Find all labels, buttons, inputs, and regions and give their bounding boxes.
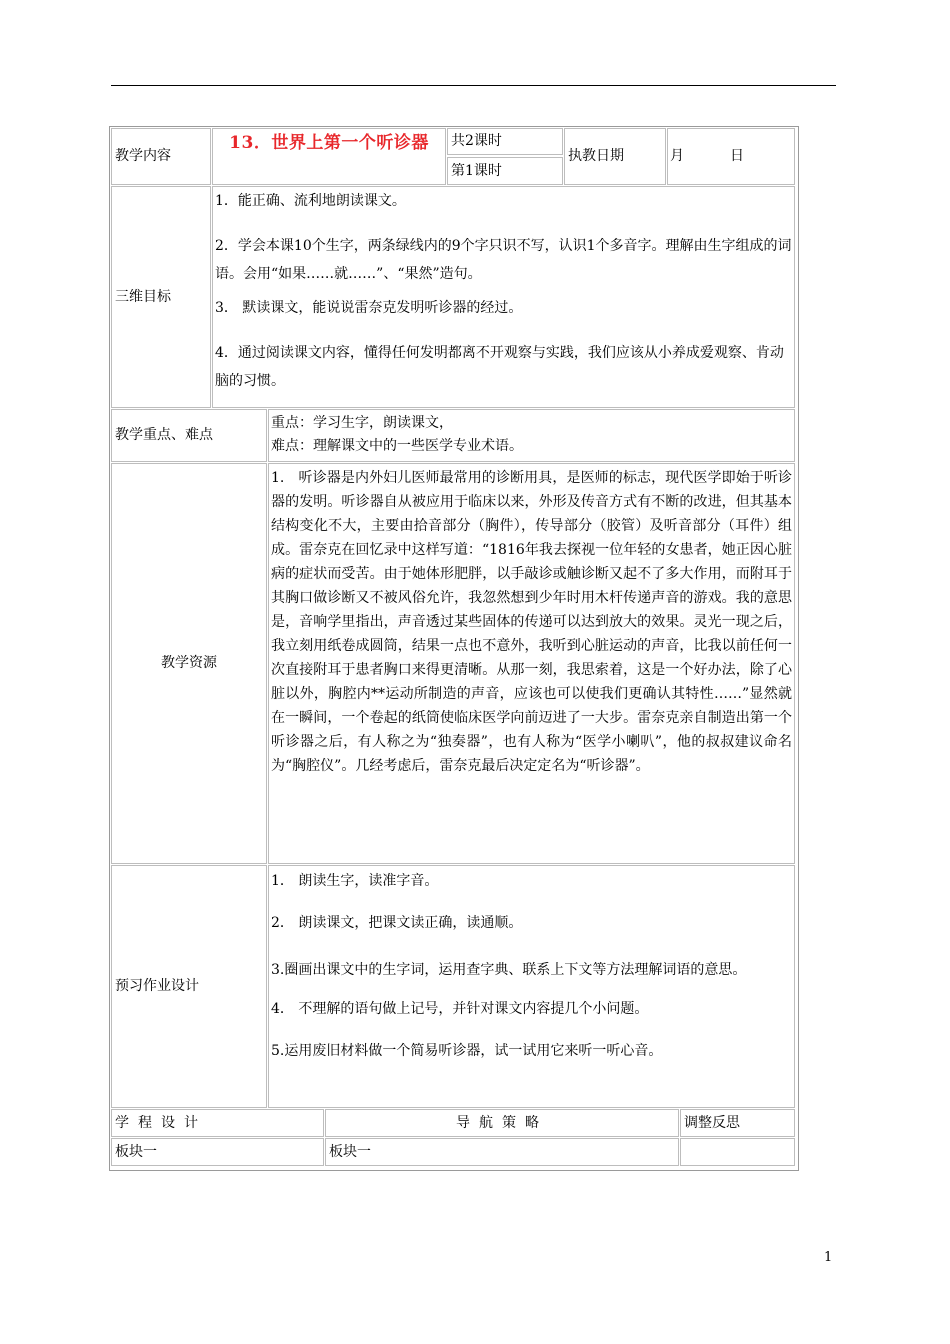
preview-content <box>268 865 795 1108</box>
label-resources: 教学资源 <box>111 463 267 864</box>
design-header: 学程设计 <box>111 1109 324 1137</box>
preview-item: 2． 朗读课文，把课文读正确，读通顺。 <box>271 915 523 931</box>
date-label: 执教日期 <box>564 128 666 185</box>
objective-item: 4．通过阅读课文内容，懂得任何发明都离不开观察与实践，我们应该从小养成爱观察、肯动脑的习惯。 <box>215 345 784 389</box>
objective-item: 2．学会本课10个生字，两条绿线内的9个字只识不写，认识1个多音字。理解由生字组成的词语。会用“如果……就……”、“果然”造句。 <box>215 238 792 282</box>
date-value: 月 日 <box>667 128 795 185</box>
preview-item: 5.运用废旧材料做一个简易听诊器，试一试用它来听一听心音。 <box>271 1043 663 1059</box>
resources-text: 1. 听诊器是内外妇儿医师最常用的诊断用具，是医师的标志，现代医学即始于听诊器的发明。听诊器自从被应用于临床以来，外形及传音方式有不断的改进，但其基本结构变化不大，主要由拾音部分（胸件），传导部分（胶管）及听音部分（耳件）组成。雷奈克在回忆录中这样写道：“1816年我去探视一位年轻的女患者，她正因心脏病的症状而受苦。由于她体形肥胖，以手敲诊或触诊断又起不了多大作用，而附耳于其胸口做诊断又不被风俗允许，我忽然想到少年时用木杆传递声音的游戏。我的意思是，音响学里指出，声音透过某些固体的传递可以达到放大的效果。灵光一现之后，我立刻用纸卷成圆筒，结果一点也不意外，我听到心脏运动的声音，比我以前任何一次直接附耳于患者胸口来得更清晰。从那一刻，我思索着，这是一个好办法，除了心脏以外，胸腔内**运动所制造的声音，应该也可以使我们更确认其特性……”显然就在一瞬间，一个卷起的纸筒使临床医学向前迈进了一大步。雷奈克亲自制造出第一个听诊器之后，有人称之为“独奏器”，也有人称为“医学小喇叭”，他的叔叔建议命名为“胸腔仪”。几经考虑后，雷奈克最后决定定名为“听诊器”。 <box>271 470 792 774</box>
strategy-header: 导航策略 <box>325 1109 679 1137</box>
label-keypoints: 教学重点、难点 <box>111 409 267 462</box>
objective-item: 3． 默读课文，能说说雷奈克发明听诊器的经过。 <box>215 300 523 316</box>
preview-item: 4． 不理解的语句做上记号，并针对课文内容提几个小问题。 <box>271 1001 649 1017</box>
page-number: 1 <box>824 1250 833 1265</box>
reflection-header: 调整反思 <box>680 1109 795 1137</box>
strategy-row-1: 板块一 <box>325 1138 679 1166</box>
focus-text: 重点：学习生字，朗读课文， <box>271 415 453 431</box>
label-teaching-content: 教学内容 <box>111 128 211 185</box>
preview-item: 3.圈画出课文中的生字词，运用查字典、联系上下文等方法理解词语的意思。 <box>271 962 747 978</box>
keypoints-content <box>268 409 795 462</box>
objectives-content <box>212 186 795 408</box>
objective-item: 1．能正确、流利地朗读课文。 <box>215 193 406 209</box>
label-objectives: 三维目标 <box>111 186 211 408</box>
resources-content <box>268 463 795 864</box>
difficulty-text: 难点：理解课文中的一些医学专业术语。 <box>271 438 523 454</box>
header-rule <box>111 85 836 86</box>
label-preview: 预习作业设计 <box>111 865 267 1108</box>
lesson-title: 13．世界上第一个听诊器 <box>212 128 446 185</box>
design-row-1: 板块一 <box>111 1138 324 1166</box>
reflection-row-1 <box>680 1138 795 1166</box>
total-hours: 共2课时 <box>447 128 563 155</box>
current-hour: 第1课时 <box>447 157 563 185</box>
preview-item: 1． 朗读生字，读准字音。 <box>271 873 439 889</box>
